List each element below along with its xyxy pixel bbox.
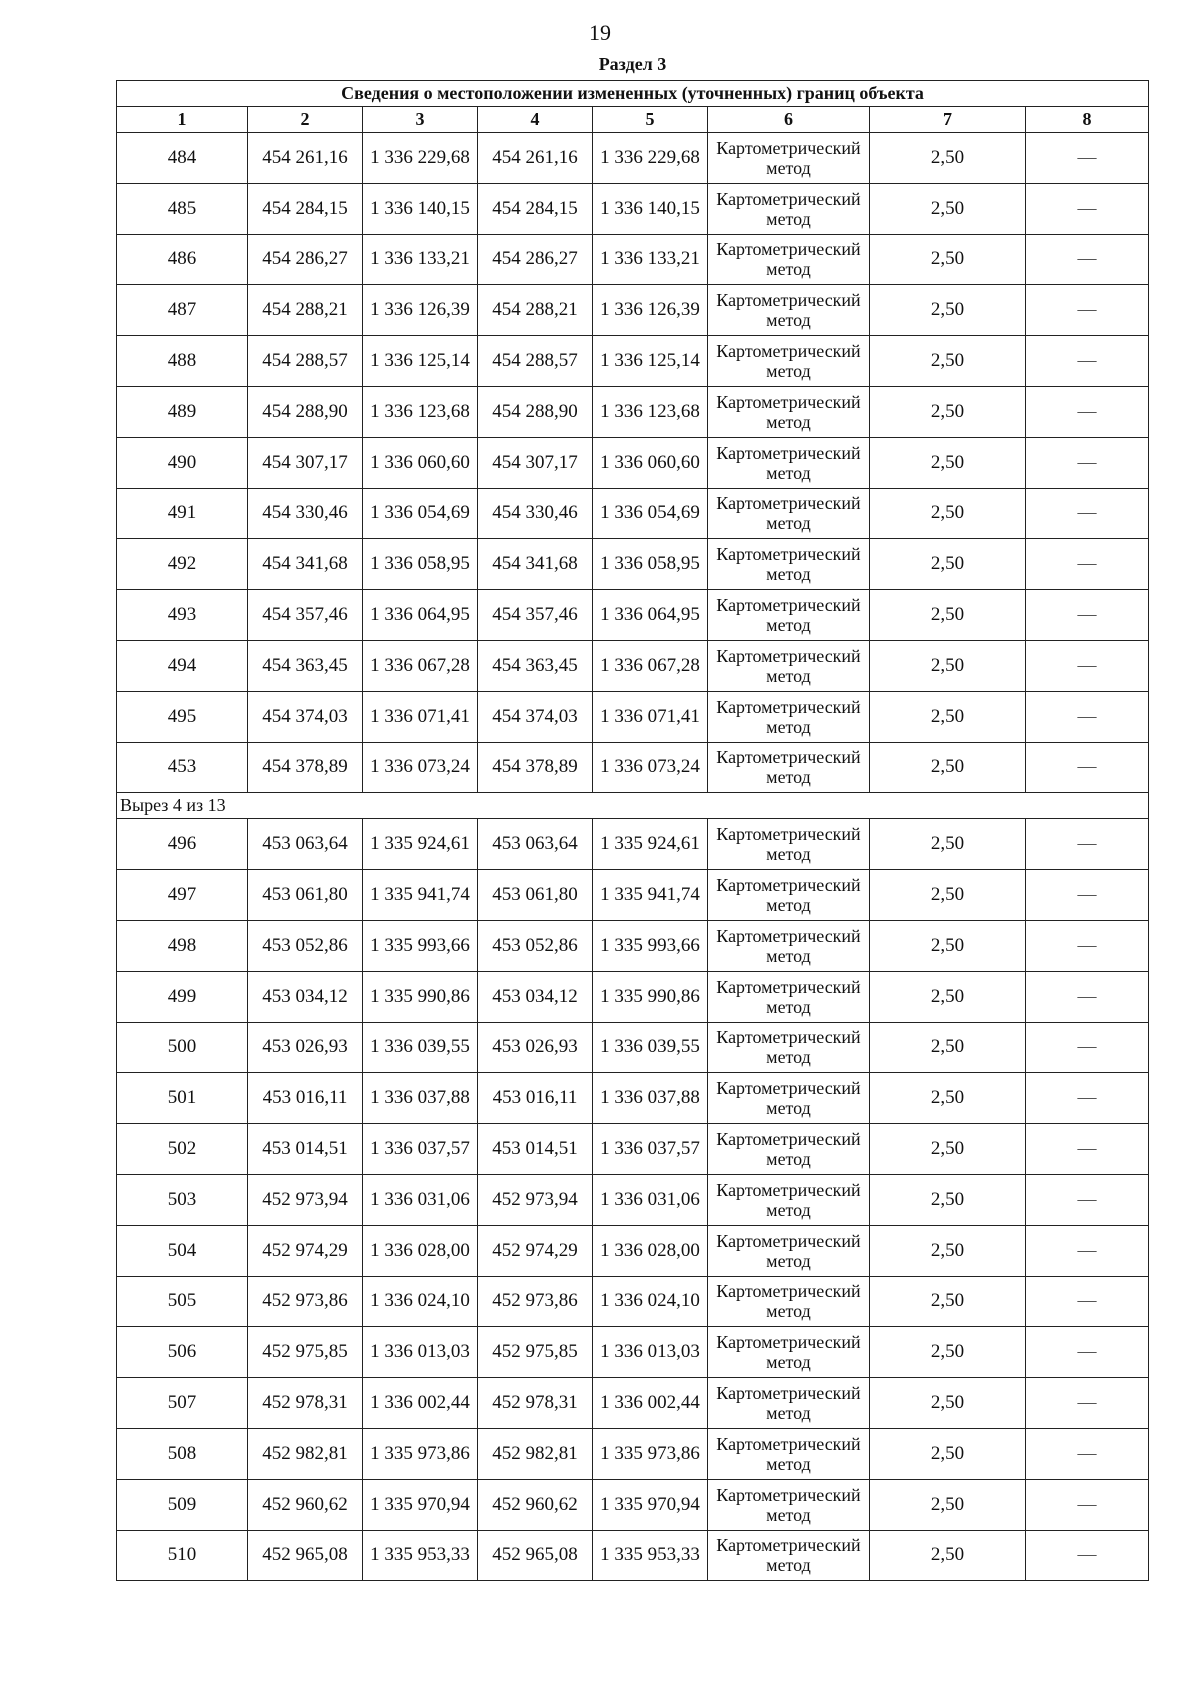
y-new-cell: 1 336 031,06	[593, 1174, 708, 1225]
x-existing-cell: 452 978,31	[248, 1378, 363, 1429]
y-new-cell: 1 335 924,61	[593, 819, 708, 870]
table-caption: Сведения о местоположении измененных (уточненных) границ объекта	[117, 81, 1149, 107]
accuracy-cell: 2,50	[870, 488, 1026, 539]
table-row	[117, 437, 1149, 488]
column-number-5: 5	[593, 107, 708, 133]
column-number-2: 2	[248, 107, 363, 133]
method-cell: Картометрический метод	[708, 1530, 870, 1581]
accuracy-cell: 2,50	[870, 1073, 1026, 1124]
y-existing-cell: 1 336 140,15	[363, 183, 478, 234]
x-new-cell: 454 284,15	[478, 183, 593, 234]
table-row	[117, 1378, 1149, 1429]
x-existing-cell: 454 288,57	[248, 336, 363, 387]
x-new-cell: 454 330,46	[478, 488, 593, 539]
table-row	[117, 870, 1149, 921]
column-number-4: 4	[478, 107, 593, 133]
x-new-cell: 454 378,89	[478, 742, 593, 793]
point-number-cell: 503	[117, 1174, 248, 1225]
x-existing-cell: 454 378,89	[248, 742, 363, 793]
x-new-cell: 454 261,16	[478, 133, 593, 184]
y-existing-cell: 1 336 002,44	[363, 1378, 478, 1429]
description-cell: —	[1026, 1530, 1149, 1581]
y-existing-cell: 1 336 054,69	[363, 488, 478, 539]
y-new-cell: 1 336 060,60	[593, 437, 708, 488]
description-cell: —	[1026, 133, 1149, 184]
point-number-cell: 510	[117, 1530, 248, 1581]
y-new-cell: 1 336 229,68	[593, 133, 708, 184]
x-new-cell: 454 288,57	[478, 336, 593, 387]
description-cell: —	[1026, 1225, 1149, 1276]
table-row	[117, 971, 1149, 1022]
table-body	[117, 133, 1149, 1581]
table-row	[117, 819, 1149, 870]
method-cell: Картометрический метод	[708, 1124, 870, 1175]
description-cell: —	[1026, 336, 1149, 387]
y-new-cell: 1 336 067,28	[593, 640, 708, 691]
method-cell: Картометрический метод	[708, 1378, 870, 1429]
accuracy-cell: 2,50	[870, 1174, 1026, 1225]
y-new-cell: 1 336 064,95	[593, 590, 708, 641]
accuracy-cell: 2,50	[870, 640, 1026, 691]
accuracy-cell: 2,50	[870, 183, 1026, 234]
y-new-cell: 1 336 028,00	[593, 1225, 708, 1276]
point-number-cell: 490	[117, 437, 248, 488]
accuracy-cell: 2,50	[870, 1276, 1026, 1327]
y-existing-cell: 1 335 990,86	[363, 971, 478, 1022]
point-number-cell: 488	[117, 336, 248, 387]
x-existing-cell: 453 014,51	[248, 1124, 363, 1175]
table-row	[117, 285, 1149, 336]
y-existing-cell: 1 336 037,88	[363, 1073, 478, 1124]
point-number-cell: 507	[117, 1378, 248, 1429]
table-row	[117, 691, 1149, 742]
accuracy-cell: 2,50	[870, 539, 1026, 590]
table-row	[117, 1124, 1149, 1175]
point-number-cell: 498	[117, 920, 248, 971]
y-new-cell: 1 336 133,21	[593, 234, 708, 285]
description-cell: —	[1026, 1174, 1149, 1225]
y-existing-cell: 1 336 039,55	[363, 1022, 478, 1073]
method-cell: Картометрический метод	[708, 920, 870, 971]
x-existing-cell: 454 288,90	[248, 386, 363, 437]
accuracy-cell: 2,50	[870, 336, 1026, 387]
x-existing-cell: 454 363,45	[248, 640, 363, 691]
page-number: 19	[589, 20, 611, 45]
y-new-cell: 1 336 125,14	[593, 336, 708, 387]
y-new-cell: 1 335 970,94	[593, 1479, 708, 1530]
point-number-cell: 487	[117, 285, 248, 336]
x-existing-cell: 452 974,29	[248, 1225, 363, 1276]
method-cell: Картометрический метод	[708, 971, 870, 1022]
table-row	[117, 1276, 1149, 1327]
point-number-cell: 491	[117, 488, 248, 539]
method-cell: Картометрический метод	[708, 819, 870, 870]
x-new-cell: 452 975,85	[478, 1327, 593, 1378]
x-existing-cell: 454 284,15	[248, 183, 363, 234]
method-cell: Картометрический метод	[708, 1174, 870, 1225]
x-existing-cell: 454 307,17	[248, 437, 363, 488]
method-cell: Картометрический метод	[708, 285, 870, 336]
y-new-cell: 1 335 993,66	[593, 920, 708, 971]
x-existing-cell: 454 374,03	[248, 691, 363, 742]
x-existing-cell: 453 052,86	[248, 920, 363, 971]
x-existing-cell: 452 965,08	[248, 1530, 363, 1581]
table-row	[117, 1022, 1149, 1073]
accuracy-cell: 2,50	[870, 1479, 1026, 1530]
point-number-cell: 484	[117, 133, 248, 184]
description-cell: —	[1026, 1479, 1149, 1530]
x-new-cell: 453 026,93	[478, 1022, 593, 1073]
x-existing-cell: 453 016,11	[248, 1073, 363, 1124]
description-cell: —	[1026, 819, 1149, 870]
description-cell: —	[1026, 1327, 1149, 1378]
table-row	[117, 1174, 1149, 1225]
point-number-cell: 493	[117, 590, 248, 641]
x-new-cell: 453 034,12	[478, 971, 593, 1022]
method-cell: Картометрический метод	[708, 234, 870, 285]
x-existing-cell: 453 061,80	[248, 870, 363, 921]
y-new-cell: 1 336 024,10	[593, 1276, 708, 1327]
x-new-cell: 454 286,27	[478, 234, 593, 285]
table-row	[117, 488, 1149, 539]
accuracy-cell: 2,50	[870, 1428, 1026, 1479]
y-existing-cell: 1 336 024,10	[363, 1276, 478, 1327]
accuracy-cell: 2,50	[870, 1124, 1026, 1175]
accuracy-cell: 2,50	[870, 742, 1026, 793]
description-cell: —	[1026, 590, 1149, 641]
accuracy-cell: 2,50	[870, 870, 1026, 921]
y-existing-cell: 1 336 133,21	[363, 234, 478, 285]
y-existing-cell: 1 336 123,68	[363, 386, 478, 437]
x-existing-cell: 452 975,85	[248, 1327, 363, 1378]
column-number-1: 1	[117, 107, 248, 133]
accuracy-cell: 2,50	[870, 1378, 1026, 1429]
point-number-cell: 494	[117, 640, 248, 691]
y-new-cell: 1 335 973,86	[593, 1428, 708, 1479]
y-new-cell: 1 336 037,57	[593, 1124, 708, 1175]
description-cell: —	[1026, 234, 1149, 285]
point-number-cell: 509	[117, 1479, 248, 1530]
accuracy-cell: 2,50	[870, 234, 1026, 285]
point-number-cell: 502	[117, 1124, 248, 1175]
point-number-cell: 485	[117, 183, 248, 234]
accuracy-cell: 2,50	[870, 691, 1026, 742]
y-new-cell: 1 336 013,03	[593, 1327, 708, 1378]
method-cell: Картометрический метод	[708, 1479, 870, 1530]
column-number-7: 7	[870, 107, 1026, 133]
method-cell: Картометрический метод	[708, 742, 870, 793]
description-cell: —	[1026, 539, 1149, 590]
y-new-cell: 1 336 054,69	[593, 488, 708, 539]
y-new-cell: 1 336 002,44	[593, 1378, 708, 1429]
table-row	[117, 590, 1149, 641]
y-new-cell: 1 336 058,95	[593, 539, 708, 590]
accuracy-cell: 2,50	[870, 437, 1026, 488]
y-existing-cell: 1 335 970,94	[363, 1479, 478, 1530]
x-new-cell: 453 061,80	[478, 870, 593, 921]
point-number-cell: 492	[117, 539, 248, 590]
accuracy-cell: 2,50	[870, 386, 1026, 437]
description-cell: —	[1026, 488, 1149, 539]
y-existing-cell: 1 336 013,03	[363, 1327, 478, 1378]
description-cell: —	[1026, 640, 1149, 691]
x-new-cell: 453 014,51	[478, 1124, 593, 1175]
point-number-cell: 497	[117, 870, 248, 921]
x-new-cell: 454 363,45	[478, 640, 593, 691]
point-number-cell: 489	[117, 386, 248, 437]
description-cell: —	[1026, 1124, 1149, 1175]
x-existing-cell: 453 063,64	[248, 819, 363, 870]
x-new-cell: 454 307,17	[478, 437, 593, 488]
x-new-cell: 452 973,94	[478, 1174, 593, 1225]
subsection-row	[117, 793, 1149, 819]
x-new-cell: 453 052,86	[478, 920, 593, 971]
method-cell: Картометрический метод	[708, 133, 870, 184]
y-new-cell: 1 336 039,55	[593, 1022, 708, 1073]
accuracy-cell: 2,50	[870, 920, 1026, 971]
table-row	[117, 640, 1149, 691]
method-cell: Картометрический метод	[708, 1276, 870, 1327]
x-new-cell: 453 063,64	[478, 819, 593, 870]
x-new-cell: 452 982,81	[478, 1428, 593, 1479]
table-row	[117, 1073, 1149, 1124]
point-number-cell: 486	[117, 234, 248, 285]
method-cell: Картометрический метод	[708, 386, 870, 437]
y-new-cell: 1 335 953,33	[593, 1530, 708, 1581]
subsection-label: Вырез 4 из 13	[117, 793, 1149, 819]
x-existing-cell: 454 286,27	[248, 234, 363, 285]
y-existing-cell: 1 335 924,61	[363, 819, 478, 870]
x-new-cell: 454 341,68	[478, 539, 593, 590]
description-cell: —	[1026, 971, 1149, 1022]
description-cell: —	[1026, 1378, 1149, 1429]
method-cell: Картометрический метод	[708, 1327, 870, 1378]
x-existing-cell: 452 973,94	[248, 1174, 363, 1225]
description-cell: —	[1026, 183, 1149, 234]
table-row	[117, 1479, 1149, 1530]
x-new-cell: 454 374,03	[478, 691, 593, 742]
y-new-cell: 1 336 123,68	[593, 386, 708, 437]
table-row	[117, 234, 1149, 285]
accuracy-cell: 2,50	[870, 1530, 1026, 1581]
accuracy-cell: 2,50	[870, 590, 1026, 641]
accuracy-cell: 2,50	[870, 1327, 1026, 1378]
method-cell: Картометрический метод	[708, 437, 870, 488]
y-existing-cell: 1 336 037,57	[363, 1124, 478, 1175]
method-cell: Картометрический метод	[708, 488, 870, 539]
y-new-cell: 1 335 941,74	[593, 870, 708, 921]
x-existing-cell: 454 330,46	[248, 488, 363, 539]
y-existing-cell: 1 336 073,24	[363, 742, 478, 793]
method-cell: Картометрический метод	[708, 539, 870, 590]
y-existing-cell: 1 336 125,14	[363, 336, 478, 387]
y-existing-cell: 1 336 028,00	[363, 1225, 478, 1276]
y-existing-cell: 1 336 058,95	[363, 539, 478, 590]
point-number-cell: 453	[117, 742, 248, 793]
table-row	[117, 1327, 1149, 1378]
y-existing-cell: 1 335 953,33	[363, 1530, 478, 1581]
x-new-cell: 452 978,31	[478, 1378, 593, 1429]
description-cell: —	[1026, 1073, 1149, 1124]
description-cell: —	[1026, 386, 1149, 437]
y-new-cell: 1 336 037,88	[593, 1073, 708, 1124]
column-number-6: 6	[708, 107, 870, 133]
column-number-3: 3	[363, 107, 478, 133]
y-new-cell: 1 336 071,41	[593, 691, 708, 742]
accuracy-cell: 2,50	[870, 971, 1026, 1022]
description-cell: —	[1026, 1022, 1149, 1073]
description-cell: —	[1026, 691, 1149, 742]
x-existing-cell: 454 261,16	[248, 133, 363, 184]
point-number-cell: 499	[117, 971, 248, 1022]
y-existing-cell: 1 336 064,95	[363, 590, 478, 641]
x-existing-cell: 453 026,93	[248, 1022, 363, 1073]
point-number-cell: 500	[117, 1022, 248, 1073]
x-new-cell: 454 288,21	[478, 285, 593, 336]
method-cell: Картометрический метод	[708, 336, 870, 387]
description-cell: —	[1026, 285, 1149, 336]
column-number-row	[117, 107, 1149, 133]
x-existing-cell: 454 288,21	[248, 285, 363, 336]
method-cell: Картометрический метод	[708, 691, 870, 742]
description-cell: —	[1026, 437, 1149, 488]
description-cell: —	[1026, 1428, 1149, 1479]
x-new-cell: 453 016,11	[478, 1073, 593, 1124]
table-row	[117, 133, 1149, 184]
y-existing-cell: 1 336 067,28	[363, 640, 478, 691]
table-row	[117, 920, 1149, 971]
boundary-table	[116, 80, 1149, 1581]
x-new-cell: 454 288,90	[478, 386, 593, 437]
column-number-8: 8	[1026, 107, 1149, 133]
method-cell: Картометрический метод	[708, 1073, 870, 1124]
section-title: Раздел 3	[598, 54, 667, 74]
y-new-cell: 1 335 990,86	[593, 971, 708, 1022]
method-cell: Картометрический метод	[708, 640, 870, 691]
y-existing-cell: 1 336 126,39	[363, 285, 478, 336]
table-row	[117, 183, 1149, 234]
description-cell: —	[1026, 920, 1149, 971]
method-cell: Картометрический метод	[708, 1022, 870, 1073]
y-new-cell: 1 336 126,39	[593, 285, 708, 336]
accuracy-cell: 2,50	[870, 1022, 1026, 1073]
table-row	[117, 386, 1149, 437]
y-existing-cell: 1 336 031,06	[363, 1174, 478, 1225]
accuracy-cell: 2,50	[870, 285, 1026, 336]
x-new-cell: 452 965,08	[478, 1530, 593, 1581]
point-number-cell: 508	[117, 1428, 248, 1479]
x-existing-cell: 454 357,46	[248, 590, 363, 641]
x-existing-cell: 453 034,12	[248, 971, 363, 1022]
y-existing-cell: 1 335 941,74	[363, 870, 478, 921]
description-cell: —	[1026, 742, 1149, 793]
y-existing-cell: 1 336 071,41	[363, 691, 478, 742]
accuracy-cell: 2,50	[870, 819, 1026, 870]
x-existing-cell: 452 982,81	[248, 1428, 363, 1479]
table-row	[117, 1530, 1149, 1581]
y-existing-cell: 1 335 973,86	[363, 1428, 478, 1479]
method-cell: Картометрический метод	[708, 870, 870, 921]
table-row	[117, 1225, 1149, 1276]
table-row	[117, 1428, 1149, 1479]
x-new-cell: 452 960,62	[478, 1479, 593, 1530]
method-cell: Картометрический метод	[708, 1428, 870, 1479]
x-existing-cell: 452 973,86	[248, 1276, 363, 1327]
x-new-cell: 452 973,86	[478, 1276, 593, 1327]
method-cell: Картометрический метод	[708, 590, 870, 641]
x-new-cell: 454 357,46	[478, 590, 593, 641]
y-new-cell: 1 336 140,15	[593, 183, 708, 234]
point-number-cell: 505	[117, 1276, 248, 1327]
method-cell: Картометрический метод	[708, 183, 870, 234]
point-number-cell: 506	[117, 1327, 248, 1378]
point-number-cell: 495	[117, 691, 248, 742]
x-new-cell: 452 974,29	[478, 1225, 593, 1276]
method-cell: Картометрический метод	[708, 1225, 870, 1276]
description-cell: —	[1026, 870, 1149, 921]
x-existing-cell: 452 960,62	[248, 1479, 363, 1530]
point-number-cell: 496	[117, 819, 248, 870]
table-row	[117, 742, 1149, 793]
accuracy-cell: 2,50	[870, 1225, 1026, 1276]
table-row	[117, 336, 1149, 387]
x-existing-cell: 454 341,68	[248, 539, 363, 590]
y-existing-cell: 1 336 060,60	[363, 437, 478, 488]
accuracy-cell: 2,50	[870, 133, 1026, 184]
y-new-cell: 1 336 073,24	[593, 742, 708, 793]
point-number-cell: 501	[117, 1073, 248, 1124]
description-cell: —	[1026, 1276, 1149, 1327]
y-existing-cell: 1 335 993,66	[363, 920, 478, 971]
y-existing-cell: 1 336 229,68	[363, 133, 478, 184]
table-row	[117, 539, 1149, 590]
point-number-cell: 504	[117, 1225, 248, 1276]
